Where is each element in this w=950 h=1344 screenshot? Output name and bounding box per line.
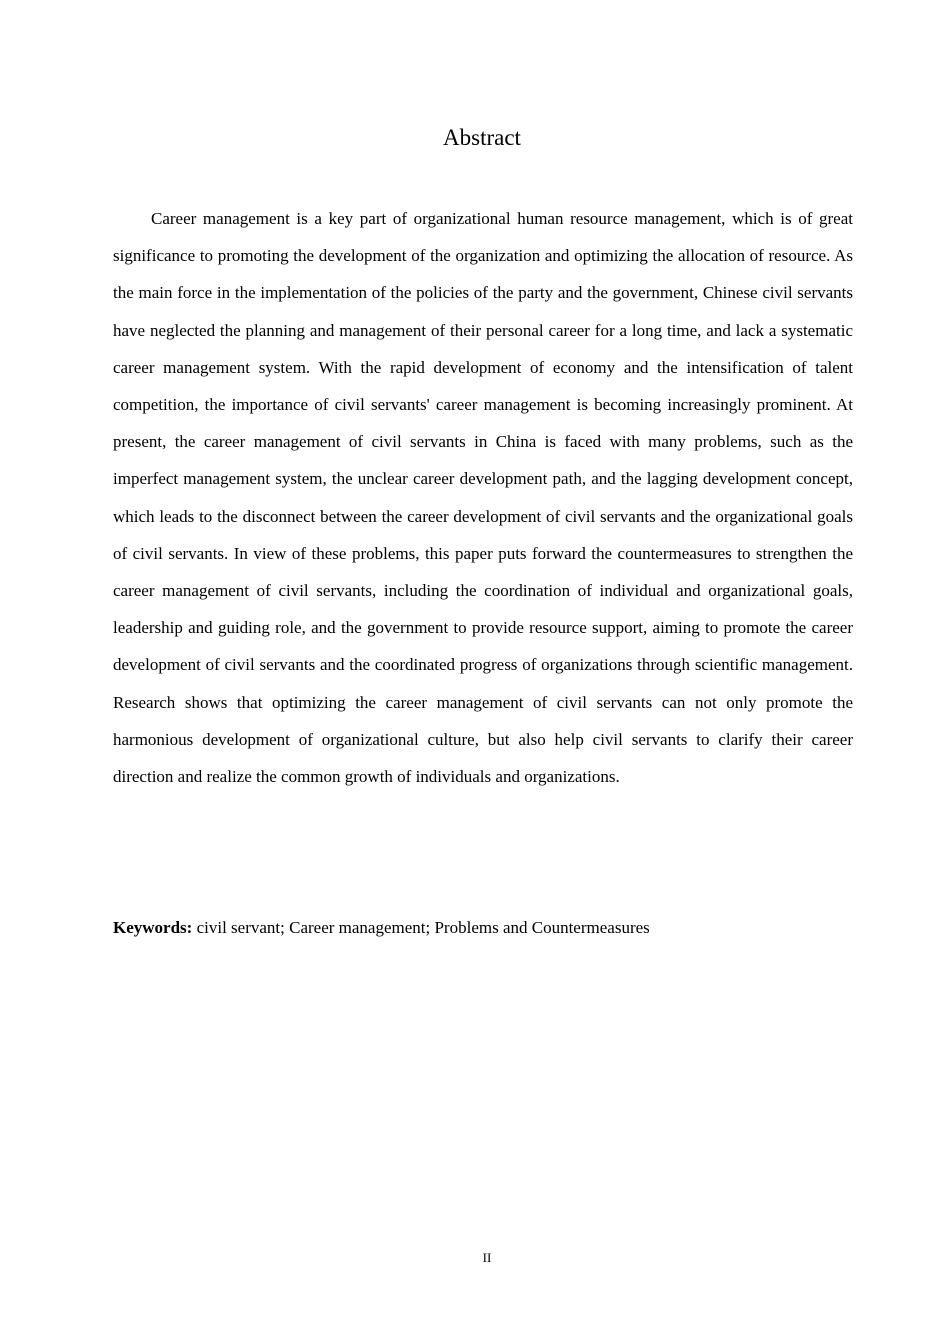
abstract-title: Abstract	[443, 125, 521, 150]
keywords-value: civil servant; Career management; Problems and Countermeasures	[192, 918, 650, 937]
keywords-line	[113, 912, 853, 944]
page-number: II	[482, 1250, 492, 1265]
keywords-label: Keywords:	[113, 918, 193, 937]
abstract-body: Career management is a key part of organizational human resource management, which is of great significance to promoting the development of the organization and optimizing the allocation of resource. As the main force in the implementation of the policies of the party and the government, Chinese civil servants have neglected the planning and management of their personal career for a long time, and lack a systematic career management system. With the rapid development of economy and the intensification of talent competition, the importance of civil servants' career management is becoming increasingly prominent. At present, the career management of civil servants in China is faced with many problems, such as the imperfect management system, the unclear career development path, and the lagging development concept, which leads to the disconnect between the career development of civil servants and the organizational goals of civil servants. In view of these problems, this paper puts forward the countermeasures to strengthen the career management of civil servants, including the coordination of individual and organizational goals, leadership and guiding role, and the government to provide resource support, aiming to promote the career development of civil servants and the coordinated progress of organizations through scientific management. Research shows that optimizing the career management of civil servants can not only promote the harmonious development of organizational culture, but also help civil servants to clarify their career direction and realize the common growth of individuals and organizations.	[113, 209, 853, 787]
